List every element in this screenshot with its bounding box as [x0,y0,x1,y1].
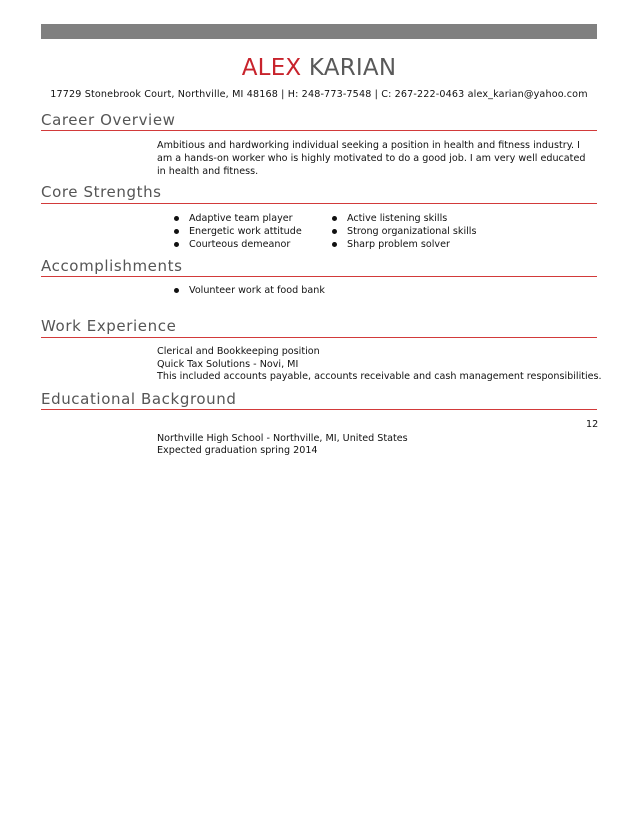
bullet-icon [332,229,337,234]
bullet-icon [332,242,337,247]
section-title-core-strengths: Core Strengths [41,183,162,201]
section-title-education: Educational Background [41,390,237,408]
section-divider [41,203,597,204]
company-name: Quick Tax Solutions - Novi, MI [157,359,299,370]
bullet-icon [174,229,179,234]
section-divider [41,337,597,338]
list-item: Active listening skills [330,212,476,225]
list-item: Energetic work attitude [172,225,302,238]
section-divider [41,276,597,277]
last-name: KARIAN [308,55,397,81]
list-item: Adaptive team player [172,212,302,225]
list-item: Volunteer work at food bank [172,284,325,297]
job-description: This included accounts payable, accounts receivable and cash management responsibilities. [157,371,602,382]
contact-info: 17729 Stonebrook Court, Northville, MI 48168 | H: 248-773-7548 | C: 267-222-0463 alex_karian@yahoo.com [50,89,588,100]
career-overview-text: Ambitious and hardworking individual seeking a position in health and fitness industry. I am a hands-on worker who is highly motivated to do a good job. I am very well educated in health and fitness. [157,140,586,177]
list-item: Sharp problem solver [330,238,476,251]
bullet-icon [174,216,179,221]
section-title-work-experience: Work Experience [41,317,177,335]
bullet-icon [174,242,179,247]
section-title-accomplishments: Accomplishments [41,257,183,275]
bullet-icon [174,288,179,293]
graduation-date: Expected graduation spring 2014 [157,445,318,456]
header-bar [41,24,597,39]
school-name: Northville High School - Northville, MI, United States [157,433,408,444]
accomplishments-list [172,284,325,297]
strengths-list-right [330,212,476,251]
list-item: Courteous demeanor [172,238,302,251]
bullet-icon [332,216,337,221]
grade-level: 12 [586,419,599,430]
job-title: Clerical and Bookkeeping position [157,346,320,357]
list-item: Strong organizational skills [330,225,476,238]
section-title-career-overview: Career Overview [41,111,176,129]
section-divider [41,130,597,131]
candidate-name [0,53,638,83]
first-name: ALEX [241,55,302,81]
section-divider [41,409,597,410]
strengths-list-left [172,212,302,251]
